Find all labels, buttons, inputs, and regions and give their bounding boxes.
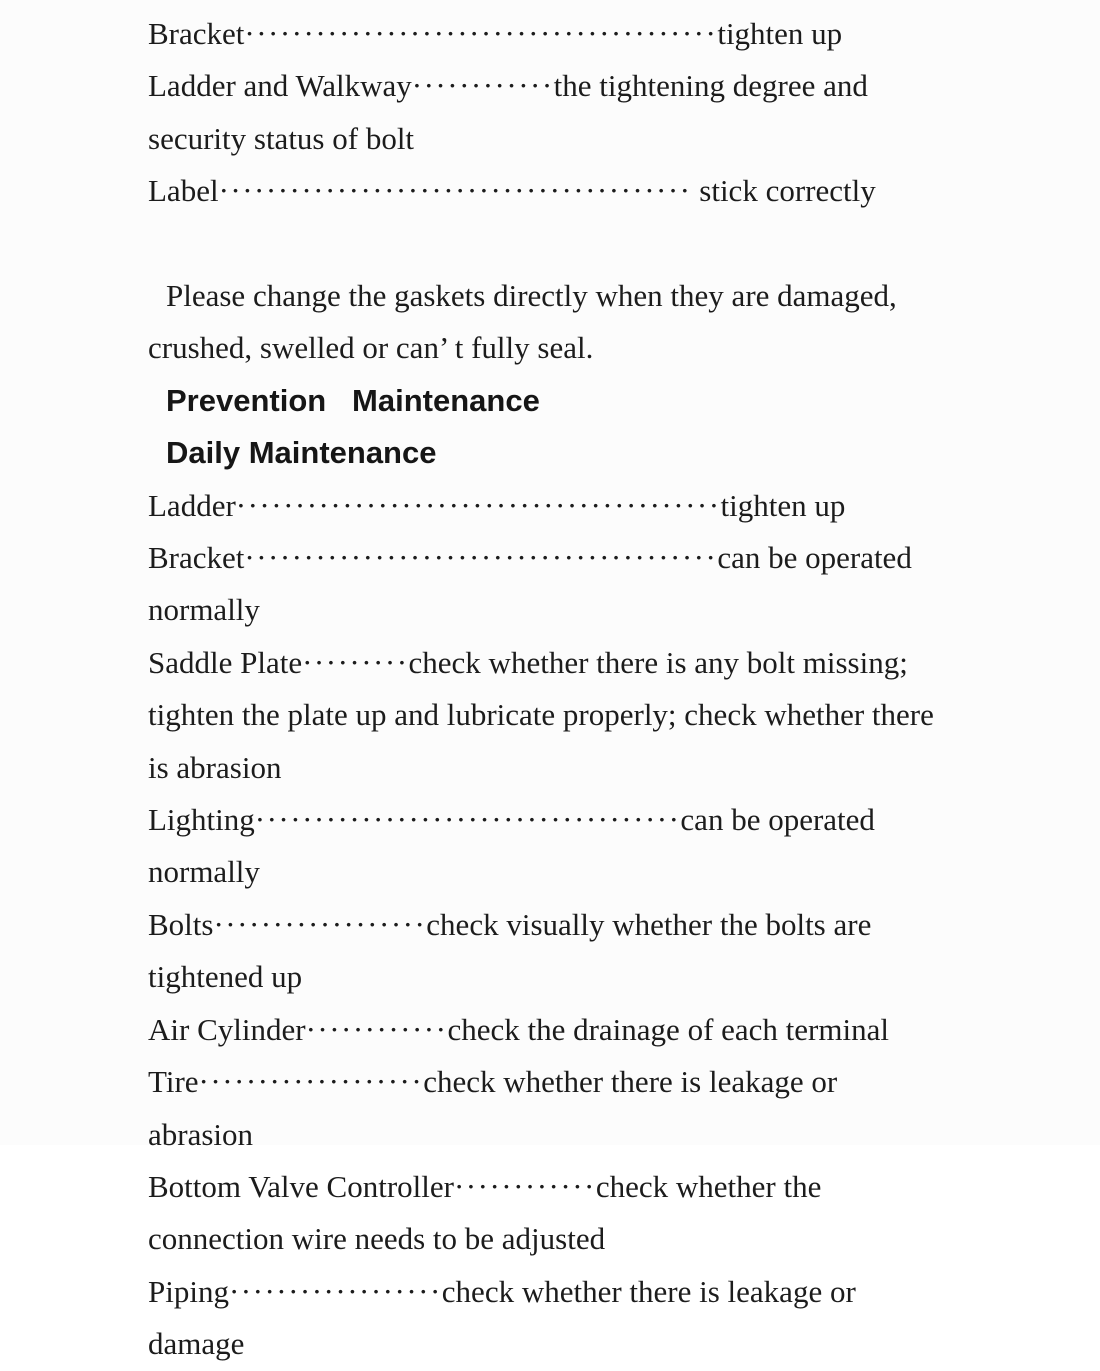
entry-item: Lighting <box>148 802 255 838</box>
entry-label <box>148 165 943 217</box>
entry-desc: tighten up <box>720 487 846 523</box>
entry-desc: check whether there is any bolt missing; tighten the plate up and lubricate properly; check whether there is abrasion <box>148 644 942 785</box>
entry-desc: check whether there is leakage or abrasion <box>148 1064 845 1152</box>
dot-leader: ·················· <box>213 906 427 942</box>
entry-desc: can be operated normally <box>148 802 883 890</box>
dot-leader: ···································· <box>254 802 681 838</box>
entry-item: Bolts <box>148 906 214 942</box>
entry-item: Tire <box>148 1064 199 1100</box>
dot-leader: ·················· <box>228 1273 442 1309</box>
entry-item: Ladder <box>148 487 236 523</box>
entry-bottom-valve-controller <box>148 1161 943 1266</box>
dot-leader: ········· <box>302 644 409 680</box>
entry-item: Piping <box>148 1273 229 1309</box>
entry-desc: the tightening degree and security status of bolt <box>148 68 876 156</box>
entry-item: Bottom Valve Controller <box>148 1168 454 1204</box>
heading-daily-maintenance: Daily Maintenance <box>166 435 437 471</box>
entry-air-cylinder <box>148 1004 943 1056</box>
dot-leader: ········································ <box>244 540 718 576</box>
entry-item: Bracket <box>148 540 245 576</box>
gasket-note-paragraph: Please change the gaskets directly when they are damaged, crushed, swelled or can’ t fully seal. <box>148 278 905 366</box>
entry-ladder <box>148 480 943 532</box>
entry-desc: check whether there is leakage or damage <box>148 1273 864 1362</box>
entry-desc: check whether the connection wire needs to be adjusted <box>148 1168 830 1257</box>
dot-leader: ········································ <box>244 16 718 51</box>
dot-leader: ········································· <box>235 487 721 523</box>
entry-saddle-plate <box>148 637 943 794</box>
dot-leader: ············ <box>305 1011 448 1047</box>
dot-leader: ············ <box>453 1168 596 1204</box>
entry-desc: can be operated normally <box>148 540 920 628</box>
entry-desc: check visually whether the bolts are tightened up <box>148 906 880 995</box>
entry-bracket <box>148 532 943 637</box>
entry-lighting <box>148 794 943 899</box>
dot-leader: ··················· <box>198 1064 424 1100</box>
entry-bracket-top <box>148 8 943 60</box>
dot-leader: ········································ <box>218 173 692 209</box>
entry-item: Ladder and Walkway <box>148 68 412 104</box>
entry-item: Label <box>148 173 219 209</box>
entry-ladder-and-walkway <box>148 60 943 165</box>
entry-desc: stick correctly <box>691 173 876 209</box>
heading-prevention-maintenance: Prevention Maintenance <box>166 382 540 418</box>
entry-bolts <box>148 899 943 1004</box>
dot-leader: ············ <box>411 68 554 104</box>
entry-item: Saddle Plate <box>148 644 303 680</box>
entry-piping <box>148 1266 943 1371</box>
entry-desc: tighten up <box>717 16 843 51</box>
entry-item: Air Cylinder <box>148 1011 306 1047</box>
entry-desc: check the drainage of each terminal <box>447 1011 889 1047</box>
entry-tire <box>148 1056 943 1161</box>
entry-item: Bracket <box>148 16 245 51</box>
